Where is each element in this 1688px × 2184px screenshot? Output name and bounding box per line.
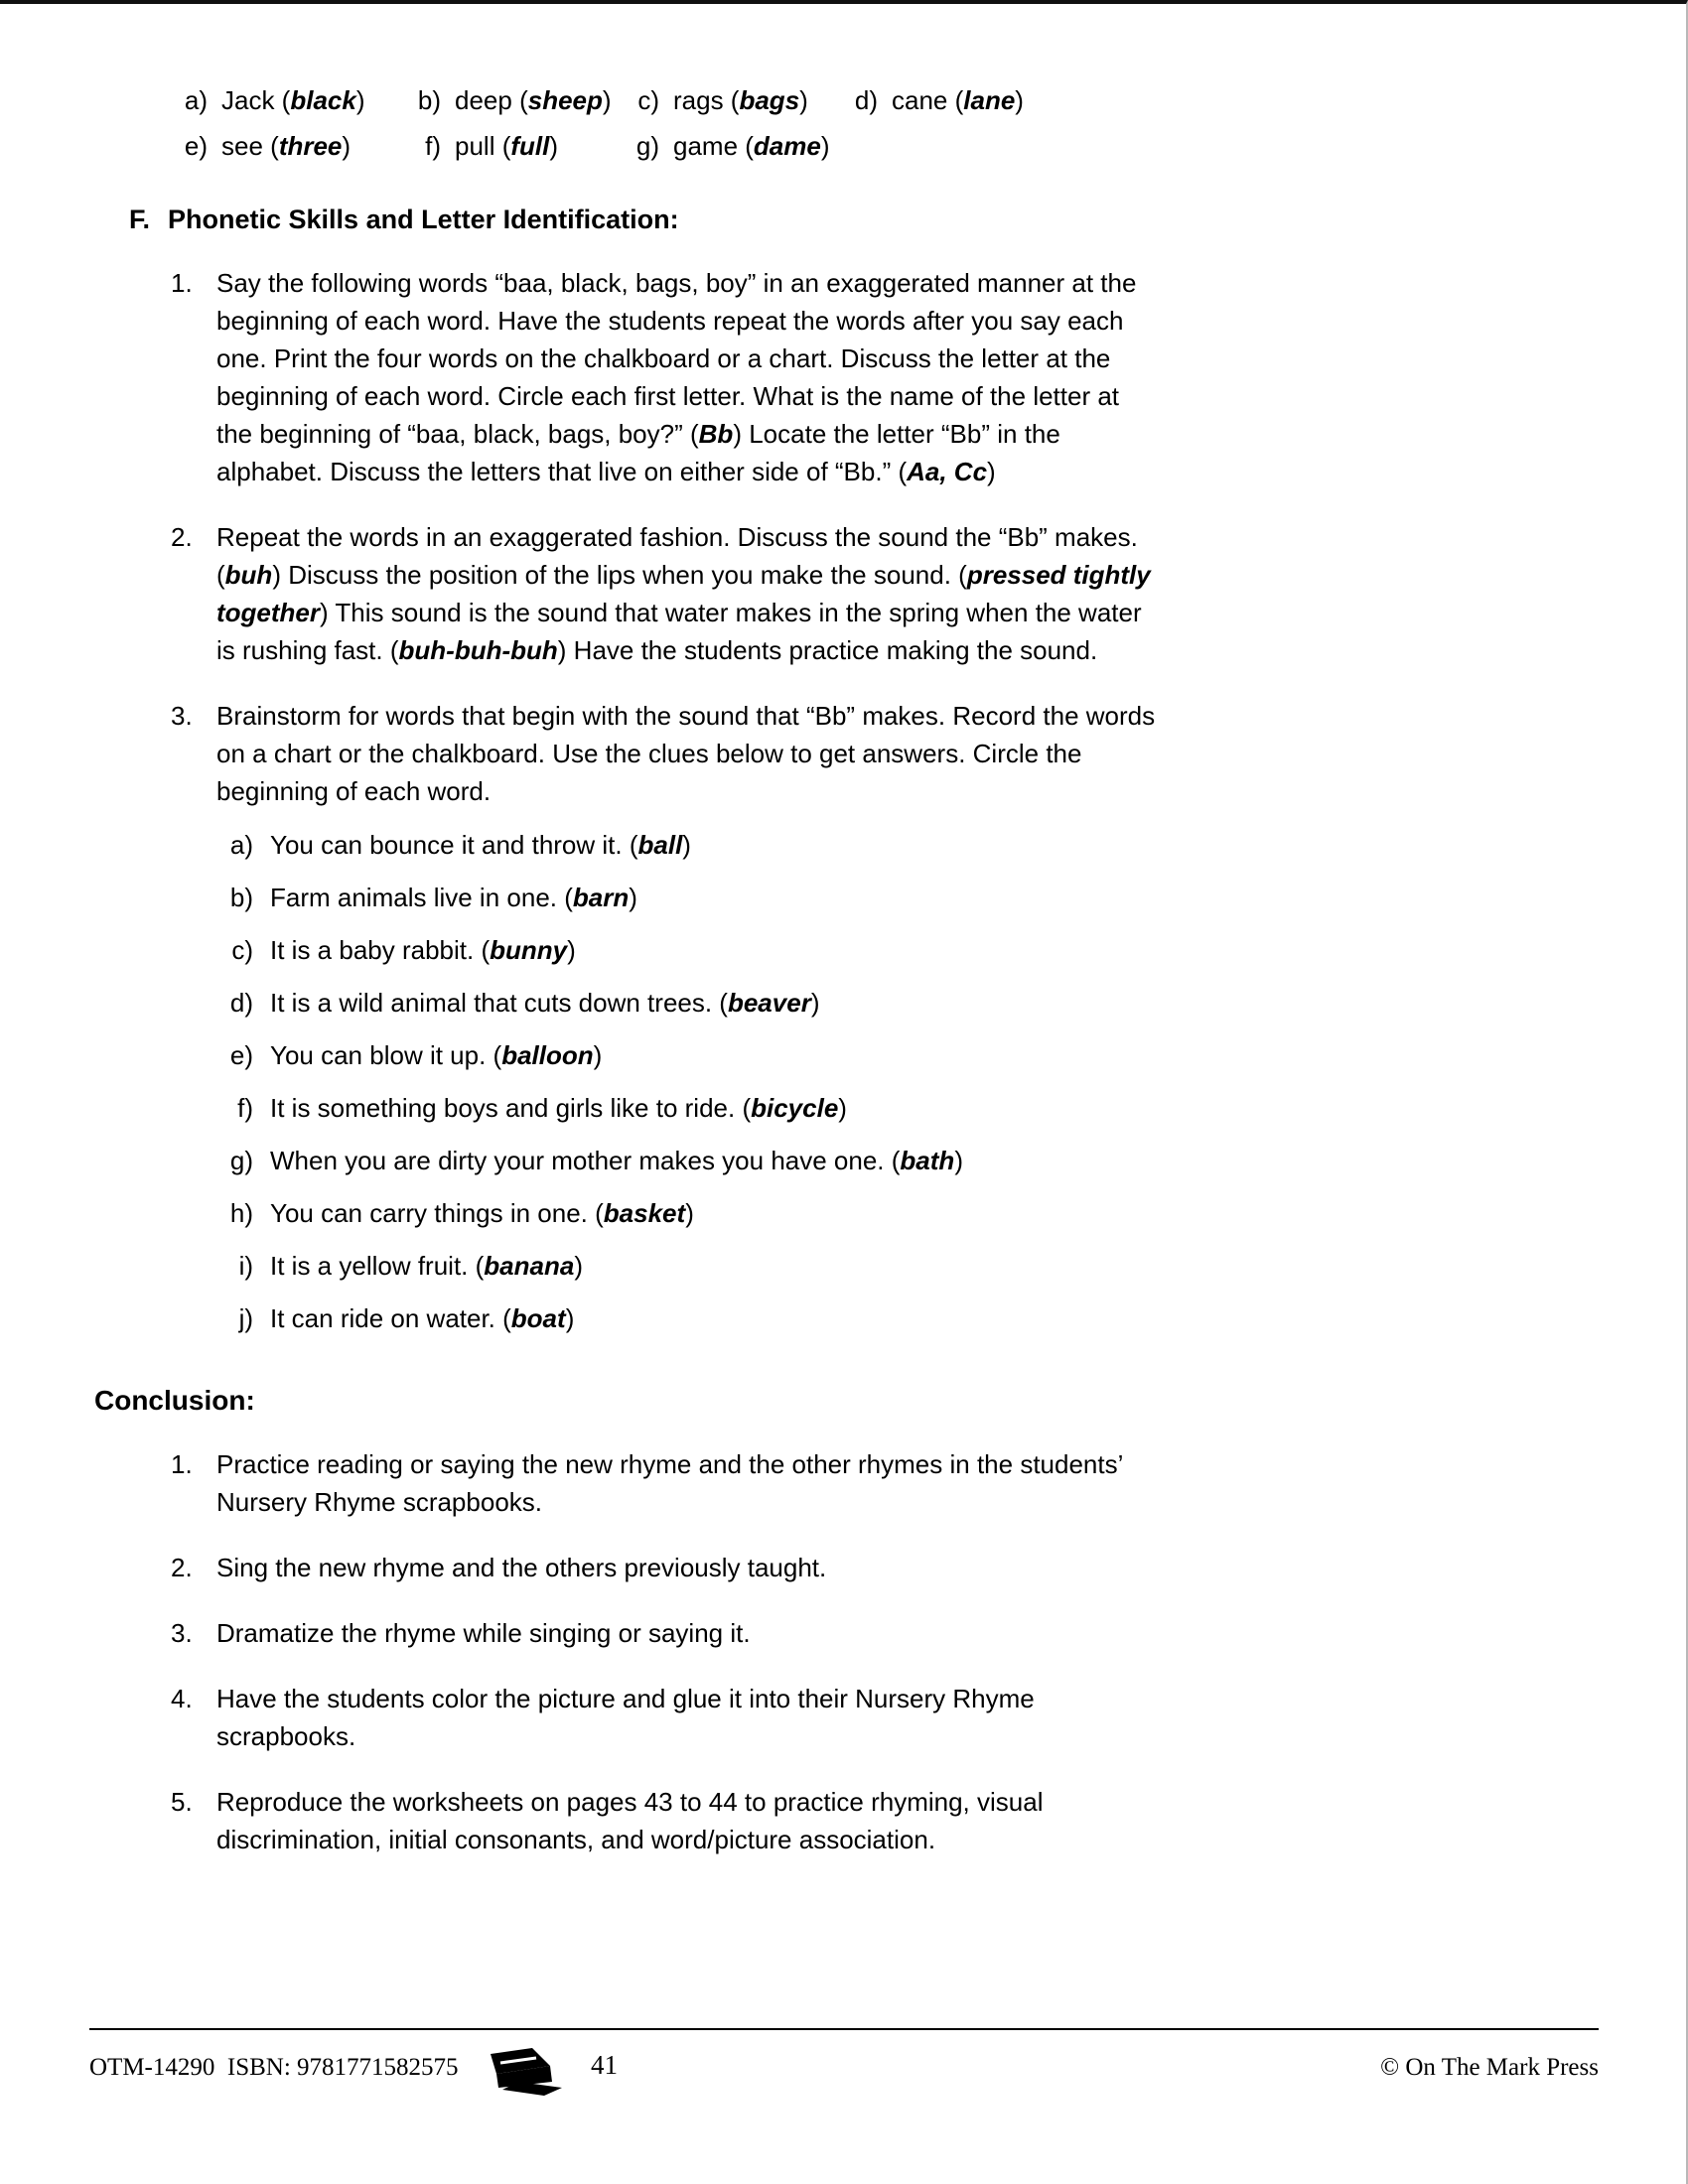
- item-text: rags (bags): [673, 85, 808, 115]
- item-text: pull (full): [455, 131, 559, 161]
- clue-label: b): [229, 883, 253, 912]
- rhyme-answer-grid: [174, 83, 1592, 163]
- instruction-item: [171, 264, 1592, 490]
- clue-label: f): [237, 1093, 253, 1123]
- item-number: 5.: [171, 1787, 193, 1817]
- instruction-item: [171, 518, 1592, 669]
- clue-label: a): [229, 830, 253, 860]
- clue-label: e): [229, 1040, 253, 1070]
- conclusion-item: [171, 1783, 1592, 1858]
- conclusion-item: [171, 1549, 1592, 1586]
- clue-label: g): [229, 1146, 253, 1175]
- item-label: e): [184, 131, 208, 161]
- clue-item: [211, 1300, 1592, 1336]
- clue-text: It is something boys and girls like to ride. (bicycle): [270, 1093, 847, 1123]
- item-text: deep (sheep): [455, 85, 612, 115]
- item-label: g): [635, 131, 659, 161]
- rhyme-answer-item: [626, 129, 844, 163]
- conclusion-item: [171, 1680, 1592, 1755]
- instruction-item: [171, 697, 1592, 810]
- clue-text: It is a baby rabbit. (bunny): [270, 935, 576, 965]
- footer-copyright: © On The Mark Press: [1380, 2054, 1599, 2081]
- clue-label: d): [229, 988, 253, 1018]
- clue-text: You can bounce it and throw it. (ball): [270, 830, 691, 860]
- conclusion-text: Reproduce the worksheets on pages 43 to 44 to practice rhyming, visual discrimination, initial consonants, and word/picture association.: [216, 1787, 1044, 1854]
- item-number: 3.: [171, 1618, 193, 1648]
- clue-text: You can blow it up. (balloon): [270, 1040, 603, 1070]
- clue-label: c): [231, 935, 253, 965]
- item-number: 1.: [171, 1449, 193, 1479]
- item-text: Jack (black): [221, 85, 365, 115]
- rhyme-answer-item: [844, 83, 1592, 117]
- item-text: game (dame): [673, 131, 830, 161]
- clue-text: It can ride on water. (boat): [270, 1303, 575, 1333]
- clue-text: It is a yellow fruit. (banana): [270, 1251, 583, 1281]
- item-number: 4.: [171, 1684, 193, 1713]
- conclusion-text: Have the students color the picture and glue it into their Nursery Rhyme scrapbooks.: [216, 1684, 1035, 1751]
- clue-item: [211, 827, 1592, 863]
- clue-text: You can carry things in one. (basket): [270, 1198, 694, 1228]
- clue-item: [211, 1037, 1592, 1073]
- item-number: 3.: [171, 701, 193, 731]
- clue-item: [211, 1143, 1592, 1178]
- item-label: d): [854, 85, 878, 115]
- clue-item: [211, 1195, 1592, 1231]
- clue-text: Farm animals live in one. (barn): [270, 883, 637, 912]
- rhyme-answer-item: [174, 129, 407, 163]
- item-text: cane (lane): [892, 85, 1024, 115]
- conclusion-text: Sing the new rhyme and the others previously taught.: [216, 1553, 827, 1582]
- footer-isbn-text: OTM-14290 ISBN: 9781771582575: [89, 2054, 459, 2081]
- instruction-text: Brainstorm for words that begin with the sound that “Bb” makes. Record the words on a chart or the chalkboard. Use the clues below to get answers. Circle the beginning of each word.: [216, 701, 1156, 806]
- clue-text: It is a wild animal that cuts down trees. (beaver): [270, 988, 820, 1018]
- conclusion-heading: Conclusion:: [94, 1385, 255, 1416]
- printing-press-icon: [487, 2046, 564, 2105]
- clue-list: [211, 827, 1592, 1336]
- page-number: 41: [591, 2050, 618, 2080]
- instruction-text: Repeat the words in an exaggerated fashion. Discuss the sound the “Bb” makes. (buh) Discuss the position of the lips when you make the sound. (pressed tightly together) This sound is the sound that water makes in the spring when the water is rushing fast. (buh-buh-buh) Have the students practice making the sound.: [216, 522, 1151, 665]
- section-title: Phonetic Skills and Letter Identification:: [168, 205, 679, 234]
- clue-item: [211, 880, 1592, 915]
- clue-item: [211, 1090, 1592, 1126]
- clue-item: [211, 1248, 1592, 1284]
- section-f-heading: [129, 203, 1592, 236]
- clue-label: j): [238, 1303, 253, 1333]
- item-label: a): [184, 85, 208, 115]
- item-label: c): [637, 85, 659, 115]
- item-label: f): [425, 131, 441, 161]
- conclusion-text: Dramatize the rhyme while singing or saying it.: [216, 1618, 751, 1648]
- item-number: 2.: [171, 522, 193, 552]
- clue-item: [211, 985, 1592, 1021]
- item-label: b): [417, 85, 441, 115]
- item-text: see (three): [221, 131, 352, 161]
- conclusion-item: [171, 1445, 1592, 1521]
- rhyme-answer-item: [174, 83, 407, 117]
- page-content: [0, 4, 1686, 1858]
- rhyme-answer-item: [407, 83, 626, 117]
- instruction-text: Say the following words “baa, black, bags, boy” in an exaggerated manner at the beginning of each word. Have the students repeat the words after you say each one. Print the four words on the chalkboard or a chart. Discuss the letter at the beginning of each word. Circle each first letter. What is the name of the letter at the beginning of “baa, black, bags, boy?” (Bb) Locate the letter “Bb” in the alphabet. Discuss the letters that live on either side of “Bb.” (Aa, Cc): [216, 268, 1137, 486]
- rhyme-answer-item: [626, 83, 844, 117]
- clue-text: When you are dirty your mother makes you have one. (bath): [270, 1146, 963, 1175]
- section-letter: F.: [129, 205, 151, 234]
- rhyme-answer-item: [407, 129, 626, 163]
- conclusion-item: [171, 1614, 1592, 1652]
- conclusion-text: Practice reading or saying the new rhyme and the other rhymes in the students’ Nursery Rhyme scrapbooks.: [216, 1449, 1123, 1517]
- item-number: 1.: [171, 268, 193, 298]
- page-footer: [89, 2028, 1599, 2105]
- clue-item: [211, 932, 1592, 968]
- item-number: 2.: [171, 1553, 193, 1582]
- clue-label: h): [229, 1198, 253, 1228]
- clue-label: i): [238, 1251, 253, 1281]
